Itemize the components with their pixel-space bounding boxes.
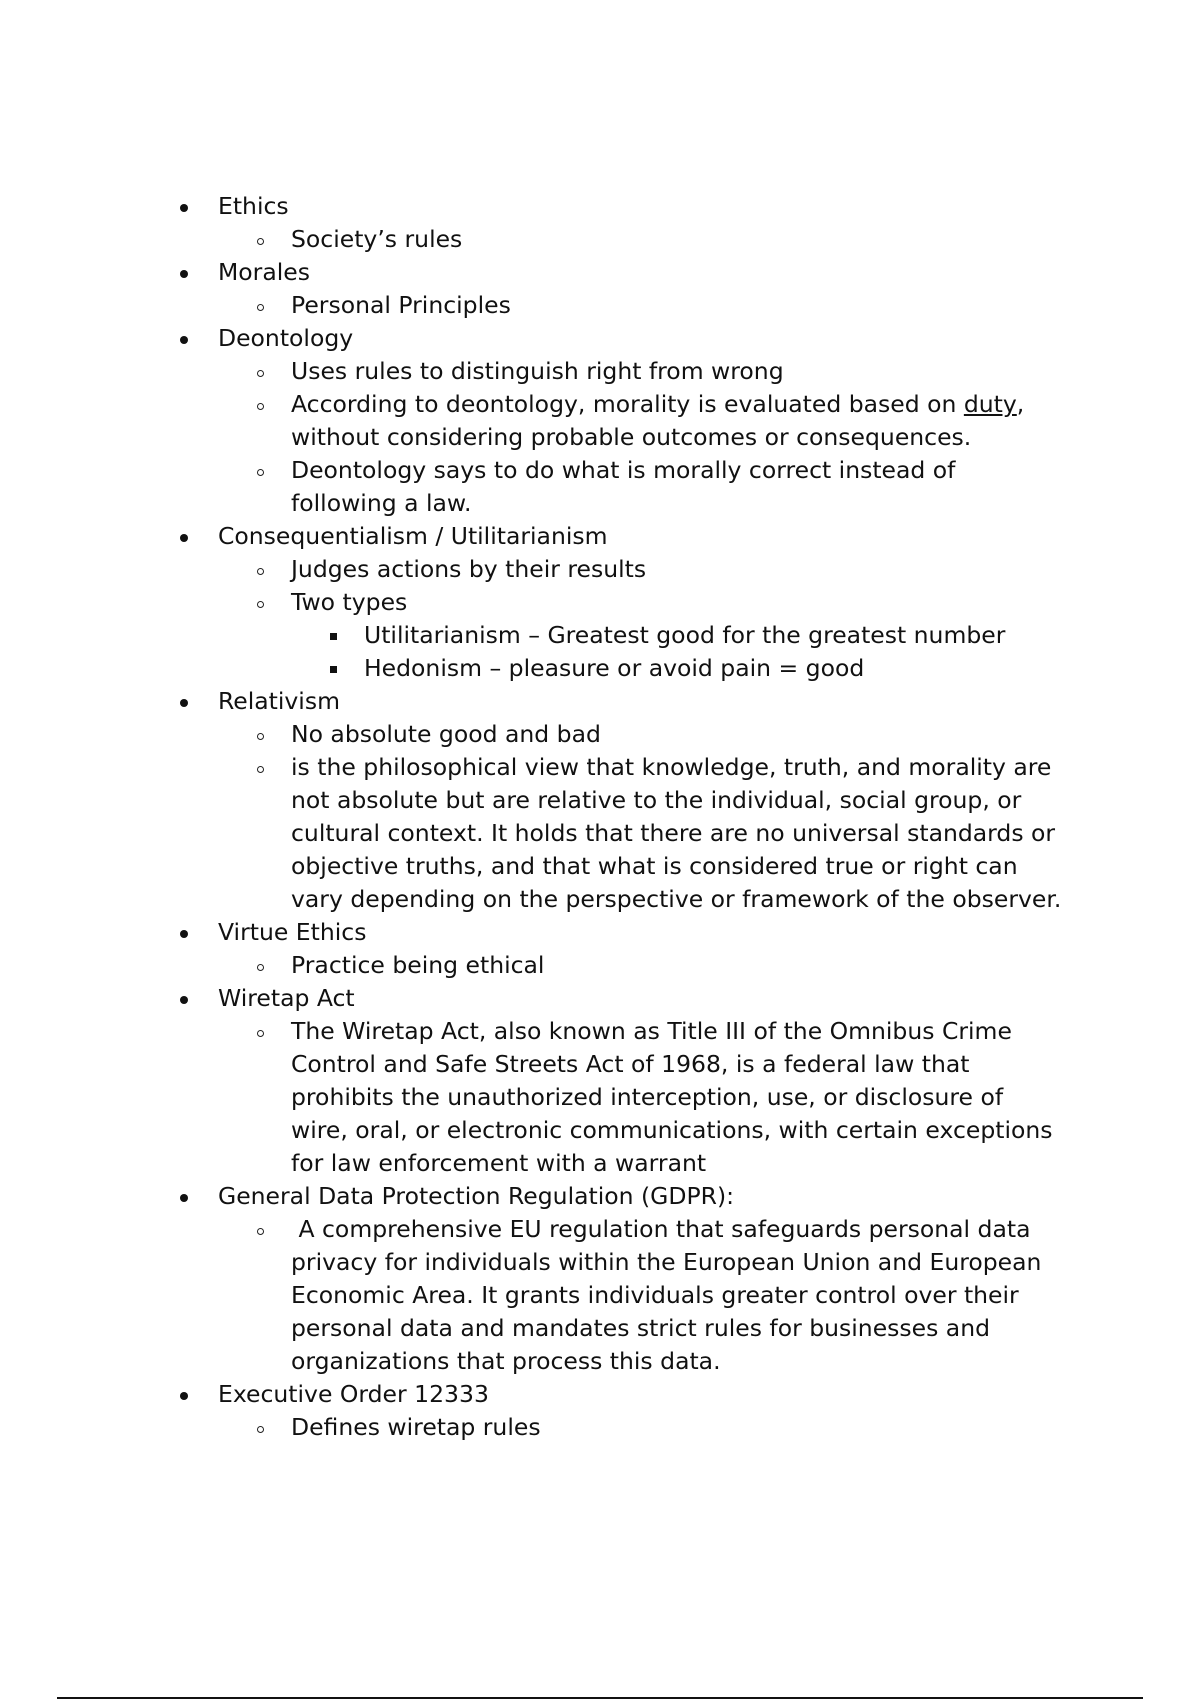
list-item [0,190,1200,223]
item-text: Society’s rules [291,225,463,253]
list-item [0,289,1200,322]
bullet-icon [180,1392,188,1400]
list-item-continuation [0,1279,1200,1312]
item-text: According to deontology, morality is evaluated based on [291,390,964,418]
list-item-continuation [0,421,1200,454]
item-text: personal data and mandates strict rules for businesses and [291,1314,991,1342]
list-item [0,388,1200,421]
circle-bullet-icon [257,238,264,245]
square-bullet-icon [330,633,337,640]
bullet-icon [180,930,188,938]
item-text: Practice being ethical [291,951,545,979]
item-text: Judges actions by their results [291,555,647,583]
list-item [0,949,1200,982]
circle-bullet-icon [257,1030,264,1037]
list-item [0,982,1200,1015]
list-item-continuation [0,850,1200,883]
list-item-continuation [0,1048,1200,1081]
item-text: Personal Principles [291,291,511,319]
circle-bullet-icon [257,568,264,575]
item-text: Two types [291,588,408,616]
list-item [0,355,1200,388]
item-text: Defines wiretap rules [291,1413,541,1441]
item-text: Economic Area. It grants individuals greater control over their [291,1281,1019,1309]
item-text: is the philosophical view that knowledge, truth, and morality are [291,753,1052,781]
item-text: Hedonism – pleasure or avoid pain = good [364,654,865,682]
list-item [0,1015,1200,1048]
item-text: , [1016,390,1025,418]
list-item-continuation [0,784,1200,817]
circle-bullet-icon [257,1426,264,1433]
list-item [0,1411,1200,1444]
list-item [0,685,1200,718]
circle-bullet-icon [257,304,264,311]
item-text: wire, oral, or electronic communications, with certain exceptions [291,1116,1053,1144]
item-text: Ethics [218,192,289,220]
item-text: objective truths, and that what is considered true or right can [291,852,1018,880]
item-text: Relativism [218,687,340,715]
circle-bullet-icon [257,733,264,740]
list-item [0,1213,1200,1246]
item-text: Virtue Ethics [218,918,367,946]
item-text: Control and Safe Streets Act of 1968, is a federal law that [291,1050,970,1078]
item-text: Deontology [218,324,354,352]
bullet-icon [180,699,188,707]
circle-bullet-icon [257,1228,264,1235]
item-text: Executive Order 12333 [218,1380,489,1408]
circle-bullet-icon [257,370,264,377]
item-text: Deontology says to do what is morally correct instead of [291,456,956,484]
bullet-icon [180,204,188,212]
list-item [0,553,1200,586]
list-item-continuation [0,1147,1200,1180]
item-text: General Data Protection Regulation (GDPR): [218,1182,735,1210]
circle-bullet-icon [257,766,264,773]
bullet-icon [180,996,188,1004]
item-text: Consequentialism / Utilitarianism [218,522,608,550]
page-bottom-rule [57,1697,1143,1699]
list-item-continuation [0,1081,1200,1114]
item-text: not absolute but are relative to the individual, social group, or [291,786,1022,814]
item-text: organizations that process this data. [291,1347,721,1375]
item-text: The Wiretap Act, also known as Title III of the Omnibus Crime [291,1017,1012,1045]
list-item [0,223,1200,256]
duty-underlined: duty [963,390,1017,418]
item-text: Morales [218,258,310,286]
item-text: vary depending on the perspective or framework of the observer. [291,885,1062,913]
circle-bullet-icon [257,403,264,410]
list-item [0,916,1200,949]
item-text: Utilitarianism – Greatest good for the greatest number [364,621,1006,649]
list-item-continuation [0,1345,1200,1378]
item-text: for law enforcement with a warrant [291,1149,707,1177]
list-item [0,586,1200,619]
circle-bullet-icon [257,469,264,476]
list-item-continuation [0,1312,1200,1345]
item-text: Wiretap Act [218,984,355,1012]
item-text: No absolute good and bad [291,720,601,748]
circle-bullet-icon [257,964,264,971]
list-item [0,454,1200,487]
list-item-continuation [0,1246,1200,1279]
item-text: prohibits the unauthorized interception, use, or disclosure of [291,1083,1004,1111]
list-item [0,718,1200,751]
outline-list [0,190,1200,1444]
list-item [0,256,1200,289]
list-item-continuation [0,487,1200,520]
list-item [0,652,1200,685]
list-item [0,322,1200,355]
list-item [0,1378,1200,1411]
list-item [0,751,1200,784]
list-item [0,520,1200,553]
list-item [0,1180,1200,1213]
circle-bullet-icon [257,601,264,608]
item-text: cultural context. It holds that there are no universal standards or [291,819,1056,847]
list-item-continuation [0,817,1200,850]
bullet-icon [180,336,188,344]
square-bullet-icon [330,666,337,673]
list-item [0,619,1200,652]
item-text: A comprehensive EU regulation that safeguards personal data [291,1215,1031,1243]
item-text: without considering probable outcomes or consequences. [291,423,972,451]
list-item-continuation [0,1114,1200,1147]
item-text: following a law. [291,489,472,517]
item-text: privacy for individuals within the European Union and European [291,1248,1042,1276]
bullet-icon [180,270,188,278]
bullet-icon [180,534,188,542]
list-item-continuation [0,883,1200,916]
bullet-icon [180,1194,188,1202]
item-text: Uses rules to distinguish right from wrong [291,357,784,385]
